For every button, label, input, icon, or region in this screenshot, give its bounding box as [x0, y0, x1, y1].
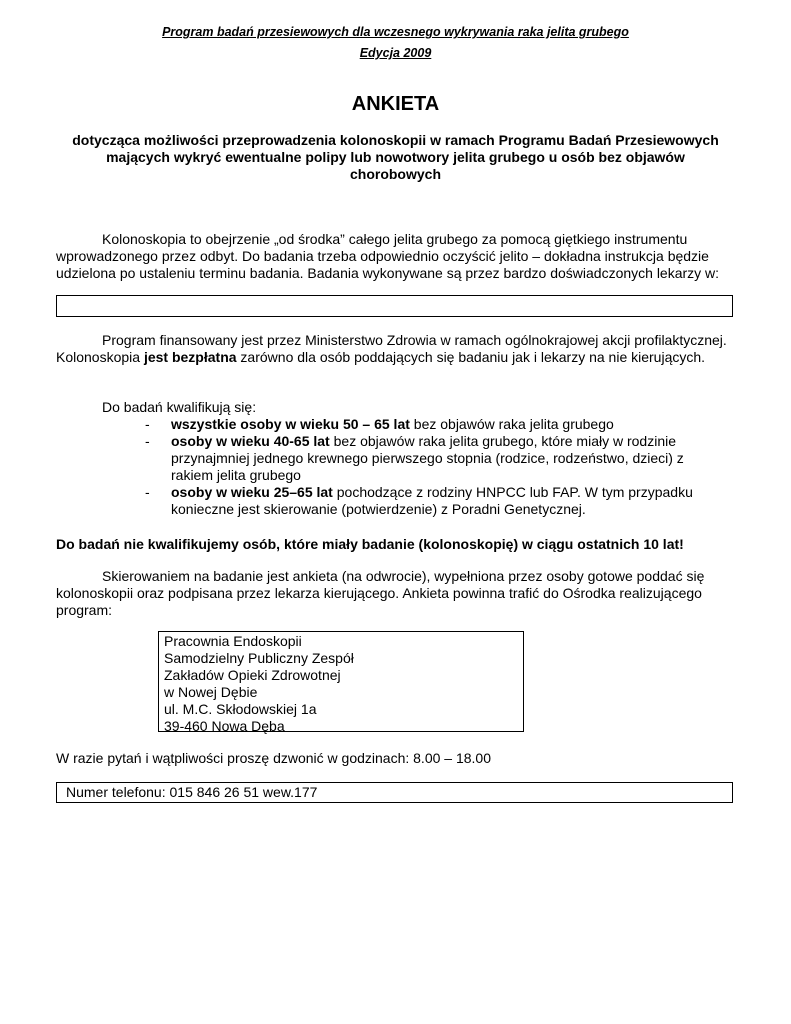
financing-text-2: zarówno dla osób poddających się badaniu jak i lekarzy na nie kierujących. — [236, 349, 706, 365]
criterion-bold: osoby w wieku 40-65 lat — [171, 433, 330, 449]
address-line: 39-460 Nowa Dęba — [164, 718, 285, 734]
financing-text-1: Program finansowany jest przez Ministerstwo Zdrowia w ramach ogólnokrajowej akcji profilaktycznej. Kolonoskopia — [56, 332, 727, 365]
program-header: Program badań przesiewowych dla wczesnego wykrywania raka jelita grubego — [162, 25, 629, 39]
qualify-intro: Do badań kwalifikują się: — [102, 399, 257, 415]
criterion-text: pochodzące z rodziny HNPCC lub FAP. W tym przypadku konieczne jest skierowanie (potwierdzenie) z Poradni Genetycznej. — [171, 484, 693, 517]
criterion-text: bez objawów raka jelita grubego, które miały w rodzinie przynajmniej jednego krewnego pierwszego stopnia (rodzice, rodzeństwo, dzieci) z rakiem jelita grubego — [171, 433, 684, 483]
referral-paragraph: Skierowaniem na badanie jest ankieta (na odwrocie), wypełniona przez osoby gotowe poddać się kolonoskopii oraz podpisana przez lekarza kierującego. Ankieta powinna trafić do Ośrodka realizującego program: — [56, 568, 705, 618]
address-line: Pracownia Endoskopii — [164, 633, 302, 649]
bullet-dash: - — [145, 484, 150, 500]
criteria-list — [145, 416, 725, 518]
page-title: ANKIETA — [351, 93, 440, 115]
contact-hours: W razie pytań i wątpliwości proszę dzwonić w godzinach: 8.00 – 18.00 — [56, 750, 491, 766]
list-item — [145, 433, 725, 484]
exclusion-notice: Do badań nie kwalifikujemy osób, które miały badanie (kolonoskopię) w ciągu ostatnich 10 lat! — [56, 536, 684, 552]
bullet-dash: - — [145, 433, 150, 449]
list-item — [145, 484, 725, 518]
criterion-bold: osoby w wieku 25–65 lat — [171, 484, 333, 500]
edition-header: Edycja 2009 — [359, 46, 432, 60]
address-line: ul. M.C. Skłodowskiej 1a — [164, 701, 317, 717]
criterion-text: bez objawów raka jelita grubego — [409, 416, 614, 432]
phone-box: Numer telefonu: 015 846 26 51 wew.177 — [56, 782, 733, 803]
financing-free-bold: jest bezpłatna — [143, 349, 237, 365]
doctors-field — [56, 295, 733, 317]
intro-paragraph: Kolonoskopia to obejrzenie „od środka” całego jelita grubego za pomocą giętkiego instrumentu wprowadzonego przez odbyt. Do badania trzeba odpowiednio oczyścić jelito – dokładna instrukcja będzie udzielona po ustaleniu terminu badania. Badania wykonywane są przez bardzo doświadczonych lekarzy w: — [56, 231, 720, 281]
financing-paragraph — [56, 332, 736, 366]
address-line: Zakładów Opieki Zdrowotnej — [164, 667, 341, 683]
address-line: Samodzielny Publiczny Zespół — [164, 650, 354, 666]
bullet-dash: - — [145, 416, 150, 432]
page-subtitle: dotycząca możliwości przeprowadzenia kolonoskopii w ramach Programu Badań Przesiewowych mających wykryć ewentualne polipy lub nowotwory jelita grubego u osób bez objawów chorobowych — [72, 132, 719, 182]
list-item — [145, 416, 725, 433]
address-box — [158, 631, 524, 732]
criterion-bold: wszystkie osoby w wieku 50 – 65 lat — [171, 416, 410, 432]
address-line: w Nowej Dębie — [164, 684, 258, 700]
